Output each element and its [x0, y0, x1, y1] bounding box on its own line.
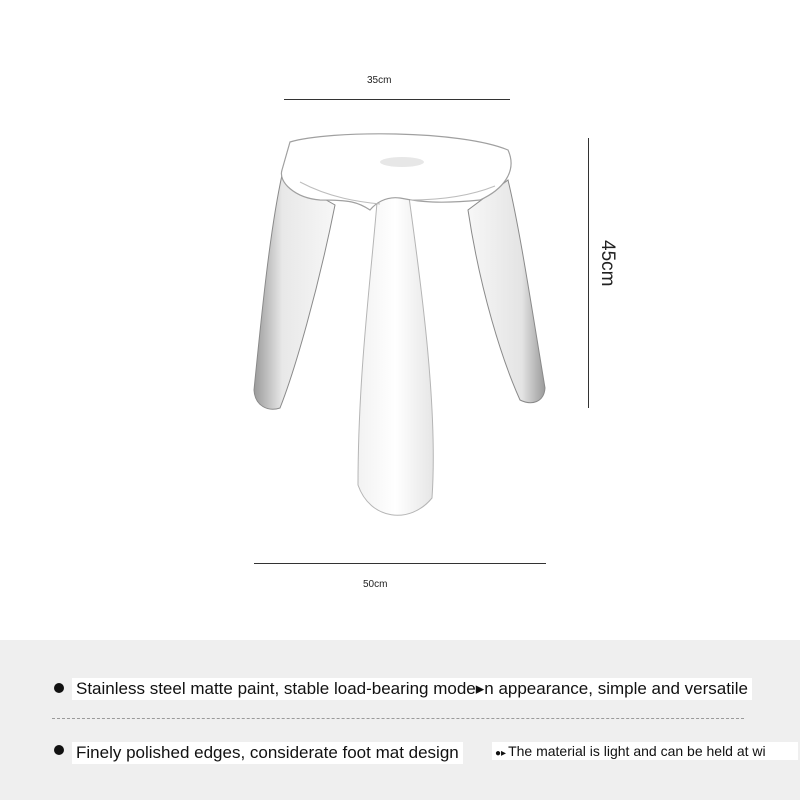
- stool-image: [240, 120, 560, 540]
- feature-text-3-box: [492, 742, 798, 760]
- seat-width-label: 35cm: [367, 75, 392, 86]
- dashed-divider: [52, 718, 744, 719]
- bullet-icon: [54, 745, 64, 755]
- base-width-line: [254, 563, 546, 564]
- feature-text-3: The material is light and can be held at wi: [508, 743, 766, 759]
- feature-text-1: Stainless steel matte paint, stable load-bearing mode▸n appearance, simple and versatile: [72, 678, 752, 700]
- seat-width-line: [284, 99, 510, 100]
- height-line: [588, 138, 589, 408]
- feature-panel: [0, 640, 800, 800]
- small-bullet-icon: ●▸: [495, 748, 507, 759]
- feature-text-2: Finely polished edges, considerate foot mat design: [72, 742, 463, 764]
- height-label: 45cm: [597, 240, 618, 287]
- base-width-label: 50cm: [363, 579, 388, 590]
- bullet-icon: [54, 683, 64, 693]
